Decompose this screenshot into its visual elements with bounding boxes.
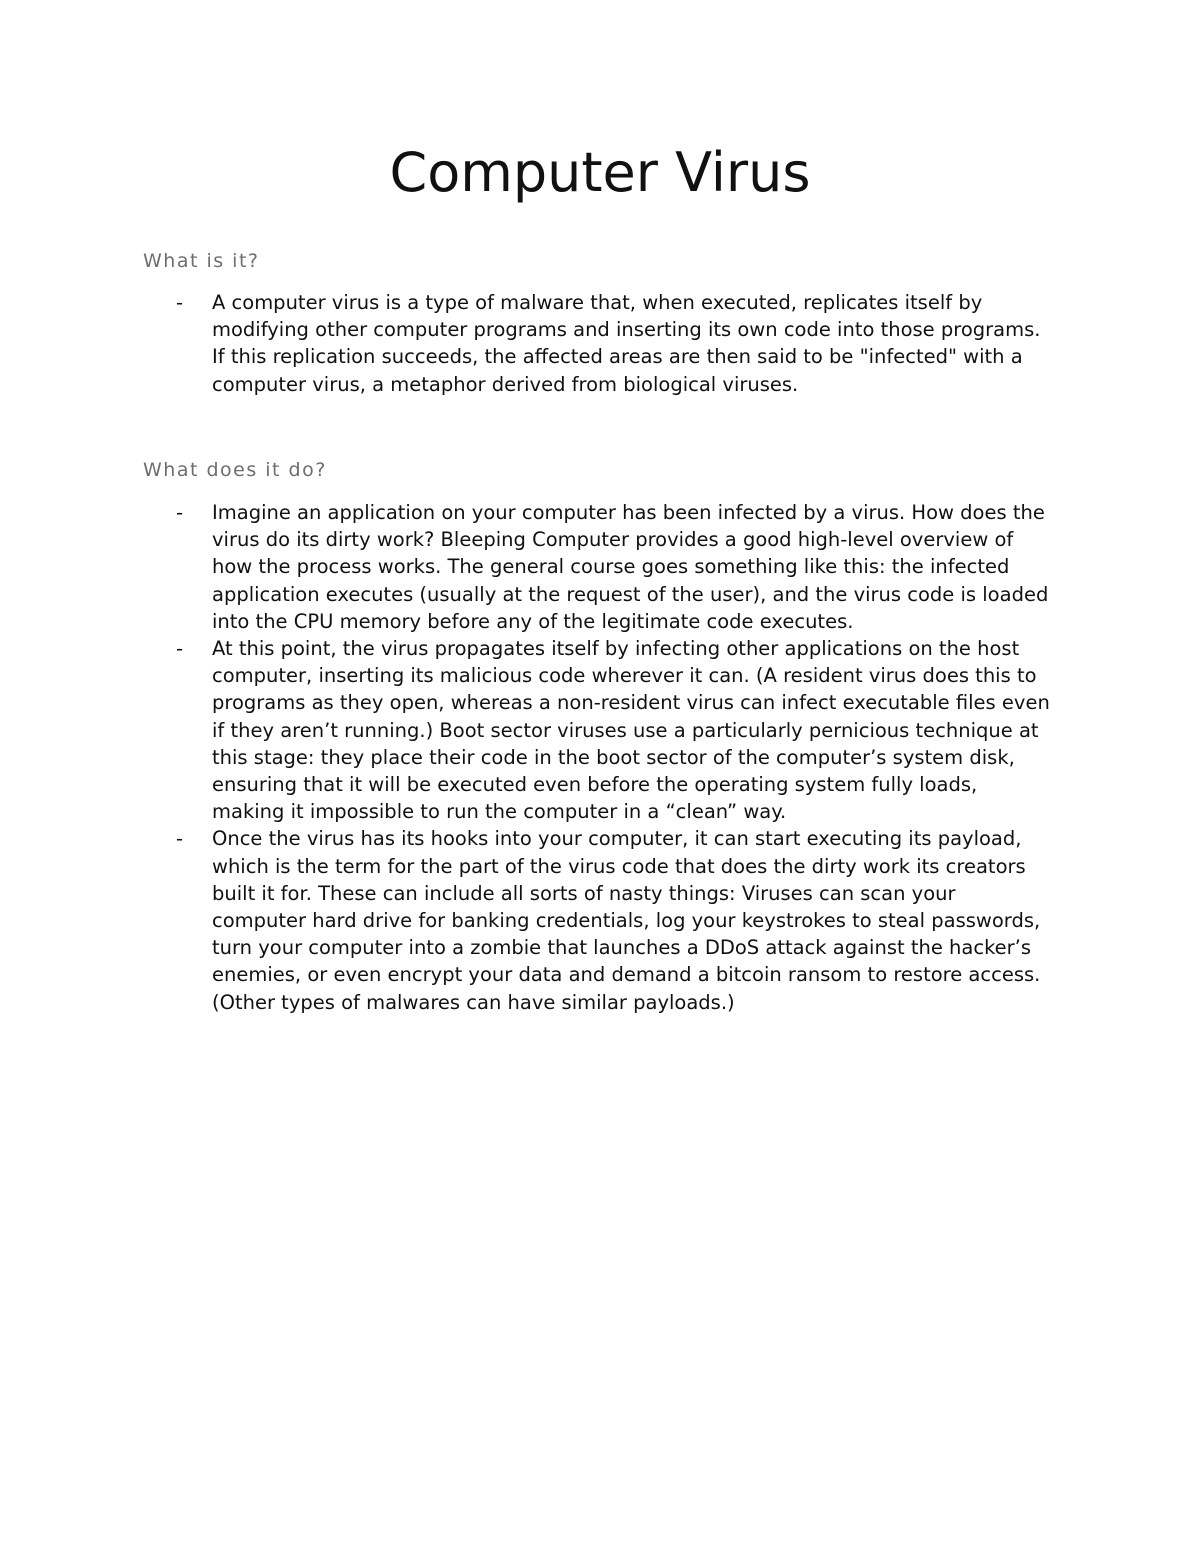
list-item [0, 499, 1054, 635]
bullet-dash: - [176, 291, 184, 314]
bullet-list-what-does-it-do [0, 499, 1200, 1016]
bullet-dash: - [176, 637, 184, 661]
list-item [0, 825, 1054, 1015]
section-heading-what-is-it: What is it? [143, 250, 260, 272]
bullet-text: At this point, the virus propagates itself by infecting other applications on the host computer, inserting its malicious code wherever it can. (A resident virus does this to programs as they open, whereas a non-resident virus can infect executable files even if they aren’t running.) Boot sector viruses use a particularly pernicious technique at this stage: they place their code in the boot sector of the computer’s system disk, ensuring that it will be executed even before the operating system fully loads, making it impossible to run the computer in a “clean” way. [212, 637, 1050, 824]
section-heading-what-does-it-do: What does it do? [143, 459, 327, 481]
bullet-dash: - [176, 827, 184, 851]
bullet-text: A computer virus is a type of malware that, when executed, replicates itself by modifying other computer programs and inserting its own code into those programs. If this replication succeeds, the affected areas are then said to be "infected" with a computer virus, a metaphor derived from biological viruses. [212, 291, 1041, 396]
bullet-text: Imagine an application on your computer has been infected by a virus. How does the virus do its dirty work? Bleeping Computer provides a good high-level overview of how the process works. The general course goes something like this: the infected application executes (usually at the request of the user), and the virus code is loaded into the CPU memory before any of the legitimate code executes. [212, 501, 1049, 633]
list-item [0, 289, 1054, 398]
list-item [0, 635, 1054, 825]
page-title: Computer Virus [389, 141, 811, 204]
bullet-text: Once the virus has its hooks into your computer, it can start executing its payload, which is the term for the part of the virus code that does the dirty work its creators built it for. These can include all sorts of nasty things: Viruses can scan your computer hard drive for banking credentials, log your keystrokes to steal passwords, turn your computer into a zombie that launches a DDoS attack against the hacker’s enemies, or even encrypt your data and demand a bitcoin ransom to restore access. (Other types of malwares can have similar payloads.) [212, 827, 1041, 1014]
bullet-list-what-is-it [0, 289, 1200, 398]
bullet-dash: - [176, 501, 184, 524]
